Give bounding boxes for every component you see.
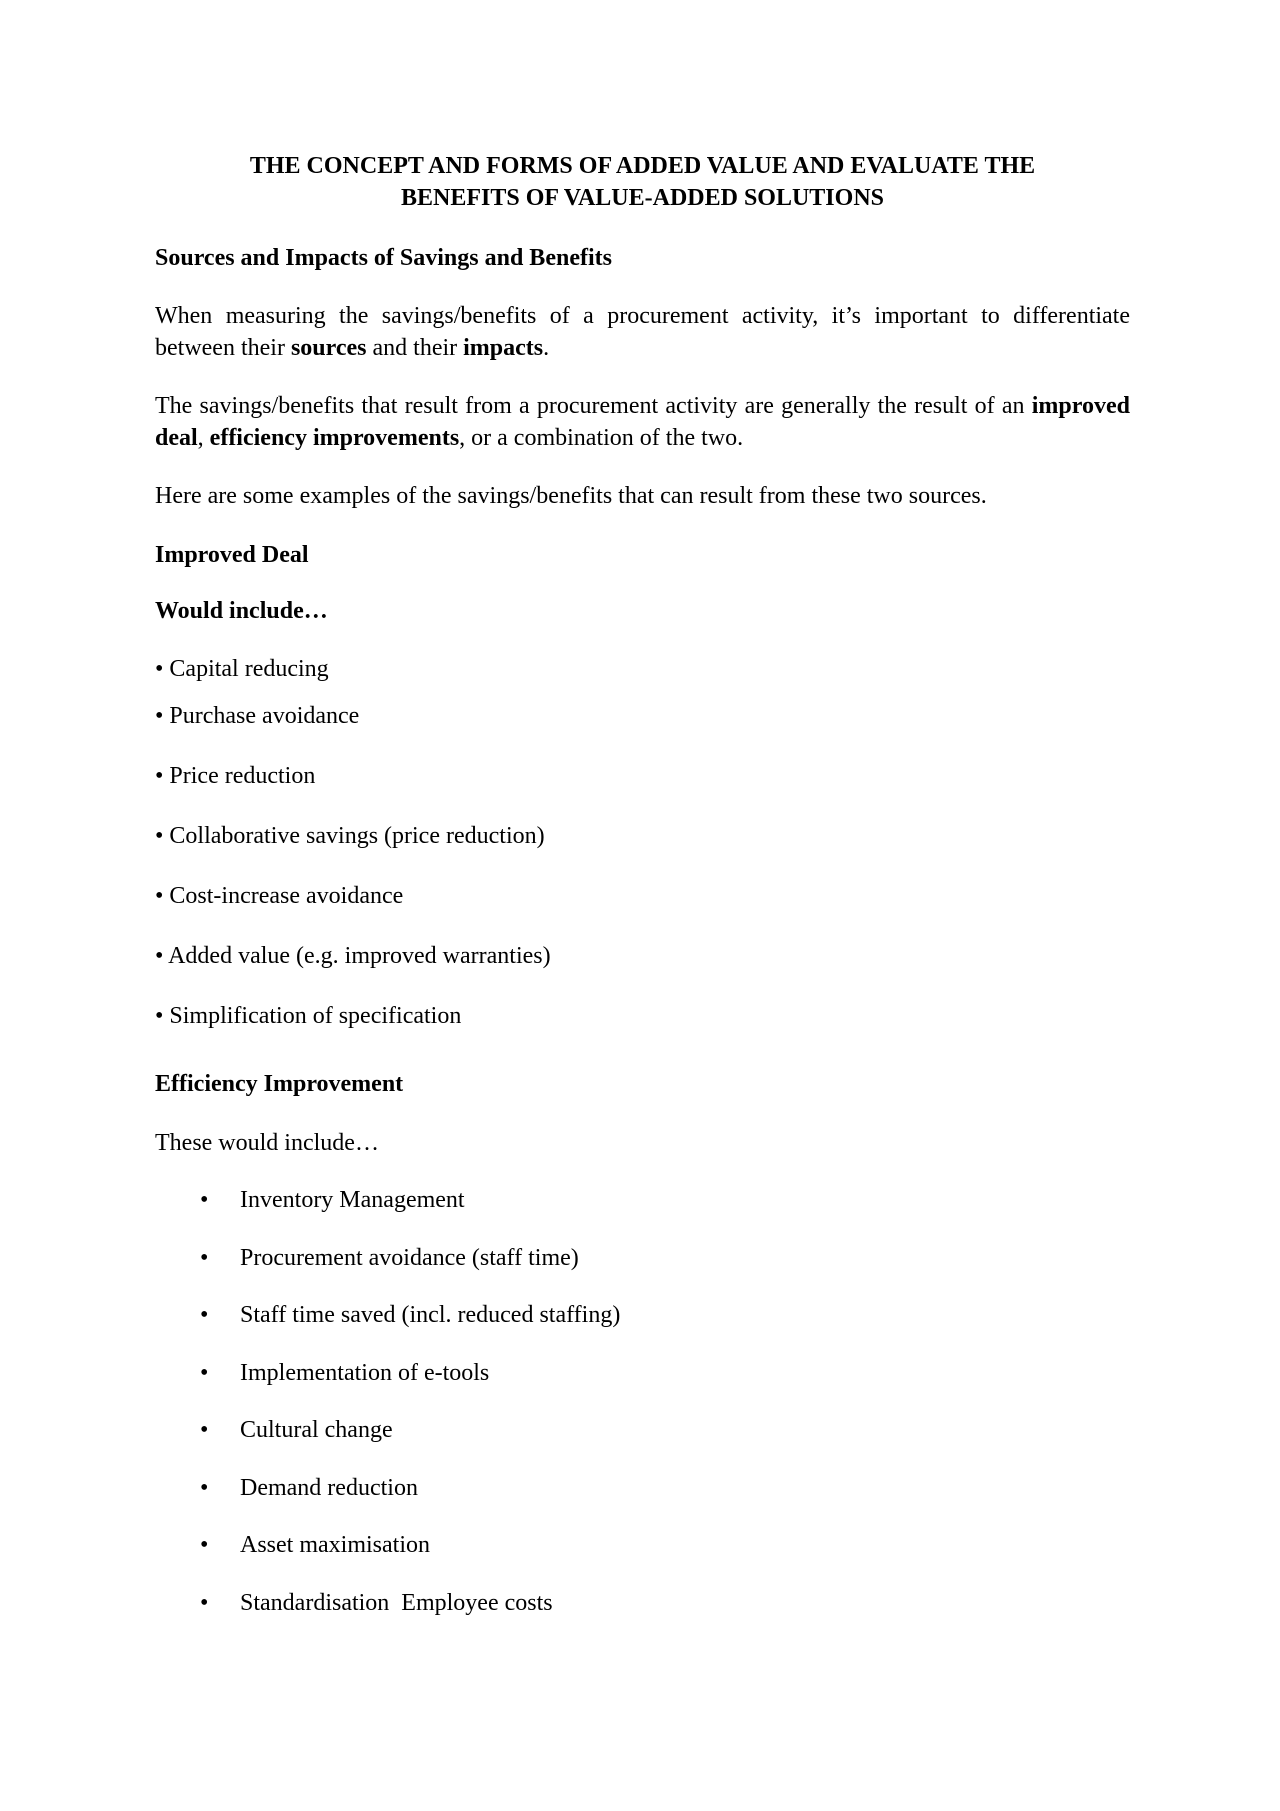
section-heading-efficiency-improvement: Efficiency Improvement [155,1071,404,1097]
list-item [155,1472,1130,1504]
list-item: • Capital reducing [155,656,329,682]
bullet-marker: • [200,1302,209,1328]
improved-deal-list [155,653,1130,1032]
title-line-1: THE CONCEPT AND FORMS OF ADDED VALUE AND EVALUATE THE [249,153,1036,179]
list-item-text: Procurement avoidance (staff time) [240,1244,579,1271]
section-heading-sources-impacts: Sources and Impacts of Savings and Benefits [155,245,612,271]
list-item: • Added value (e.g. improved warranties) [155,943,551,969]
paragraph-text: , or a combination of the two. [459,425,744,451]
paragraph-text: , [197,425,210,451]
bullet-marker: • [200,1244,209,1271]
bold-term-sources: sources [290,335,367,361]
title-line-2: BENEFITS OF VALUE-ADDED SOLUTIONS [400,185,884,211]
paragraph-text: The savings/benefits that result from a procurement activity are generally the result of an [155,393,1032,419]
document-title [155,150,1130,214]
paragraph-text: When measuring the savings/benefits of a procurement activity, it’s important to differentiate between their [155,303,1130,361]
list-item [155,1357,1130,1389]
list-item-text: Staff time saved (incl. reduced staffing) [240,1302,621,1328]
paragraph-examples: Here are some examples of the savings/benefits that can result from these two sources. [155,483,987,509]
bullet-marker: • [200,1359,209,1386]
subheading-would-include: Would include… [155,598,328,624]
list-item [155,1587,1130,1619]
list-item [155,1414,1130,1446]
efficiency-list [155,1184,1130,1619]
list-item [155,1299,1130,1331]
list-item-text: Demand reduction [240,1474,418,1501]
list-item: • Simplification of specification [155,1003,462,1029]
paragraph-these-would-include: These would include… [155,1130,379,1156]
list-item-text: Asset maximisation [240,1532,430,1558]
bullet-marker: • [200,1532,209,1558]
paragraph-improved-deal-efficiency [155,390,1130,454]
bold-term-efficiency-improvements: efficiency improvements [209,425,460,451]
list-item: • Cost-increase avoidance [155,883,404,909]
list-item-text: Cultural change [240,1417,393,1443]
paragraph-text: and their [366,335,464,361]
bullet-marker: • [200,1589,209,1616]
list-item: • Price reduction [155,763,316,789]
document-page [155,150,1130,1644]
section-heading-improved-deal: Improved Deal [155,542,309,568]
paragraph-text: . [543,335,550,361]
list-item [155,1529,1130,1561]
paragraph-sources-impacts [155,300,1130,364]
bold-term-improved-deal: improved deal [155,393,1130,451]
list-item [155,1184,1130,1216]
bullet-marker: • [200,1187,209,1213]
bullet-marker: • [200,1474,209,1501]
list-item [155,1242,1130,1274]
list-item: • Purchase avoidance [155,703,360,729]
list-item: • Collaborative savings (price reduction) [155,823,545,849]
list-item-text: Inventory Management [240,1187,465,1213]
list-item-text: Standardisation Employee costs [240,1589,553,1616]
bold-term-impacts: impacts [463,335,544,361]
list-item-text: Implementation of e-tools [240,1359,490,1386]
bullet-marker: • [200,1417,209,1443]
